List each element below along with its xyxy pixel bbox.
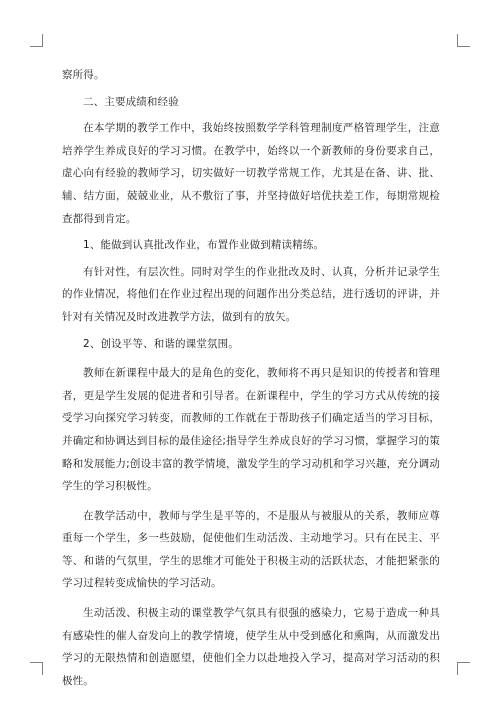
crop-mark-top-right <box>457 34 470 47</box>
section-heading-achievements: 二、主要成绩和经验 <box>83 95 179 108</box>
paragraph-teacher-role: 教师在新课程中最大的是角色的变化，教师将不再只是知识的传授者和管理者，更是学生发展的促进者和引导者。在新课程中，学生的学习方式从传统的接受学习向探究学习转变，而教师的工作就在于帮助孩子们确定适当的学习目标，并确定和协调达到目标的最佳途径;指导学生养成良好的学习习惯，掌握学习的策略和发展能力;创设丰富的教学情境，激发学生的学习动机和学习兴趣，充分调动学生的学习积极性。 <box>62 367 440 493</box>
crop-mark-bottom-left <box>30 662 43 675</box>
document-body <box>62 64 440 692</box>
paragraph-equality: 在教学活动中，教师与学生是平等的，不是服从与被服从的关系，教师应尊重每一个学生，多一些鼓励，促使他们生动活泼、主动地学习。只有在民主、平等、和谐的气氛里，学生的思维才可能处于积极主动的活跃状态，才能把紧张的学习过程转变成愉快的学习活动。 <box>62 509 440 590</box>
paragraph-teaching-work: 在本学期的教学工作中，我始终按照数学学科管理制度严格管理学生，注意培养学生养成良好的学习习惯。在教学中，始终以一个新教师的身份要求自己，虚心向有经验的教师学习，切实做好一切教学常规工作，尤其是在备、讲、批、辅、结方面，兢兢业业，从不敷衍了事，并坚持做好培优扶差工作，每期常规检查都得到肯定。 <box>62 122 440 225</box>
paragraph-continuation: 察所得。 <box>62 69 105 81</box>
subheading-classroom: 2、创设平等、和谐的课堂氛围。 <box>83 337 239 350</box>
paragraph-homework: 有针对性，有层次性。同时对学生的作业批改及时、认真，分析并记录学生的作业情况，将他们在作业过程出现的问题作出分类总结，进行透切的评讲，并针对有关情况及时改进教学方法，做到有的放矢。 <box>62 265 440 323</box>
paragraph-atmosphere: 生动活泼、积极主动的课堂教学气氛具有很强的感染力，它易于造成一种具有感染性的催人奋发向上的教学情境，使学生从中受到感化和熏陶，从而激发出学习的无限热情和创造愿望，使他们全力以赴地投入学习，提高对学习活动的积极性。 <box>62 607 440 687</box>
subheading-homework: 1、能做到认真批改作业，布置作业做到精读精练。 <box>83 239 325 252</box>
crop-mark-top-left <box>30 34 43 47</box>
crop-mark-bottom-right <box>457 662 470 675</box>
